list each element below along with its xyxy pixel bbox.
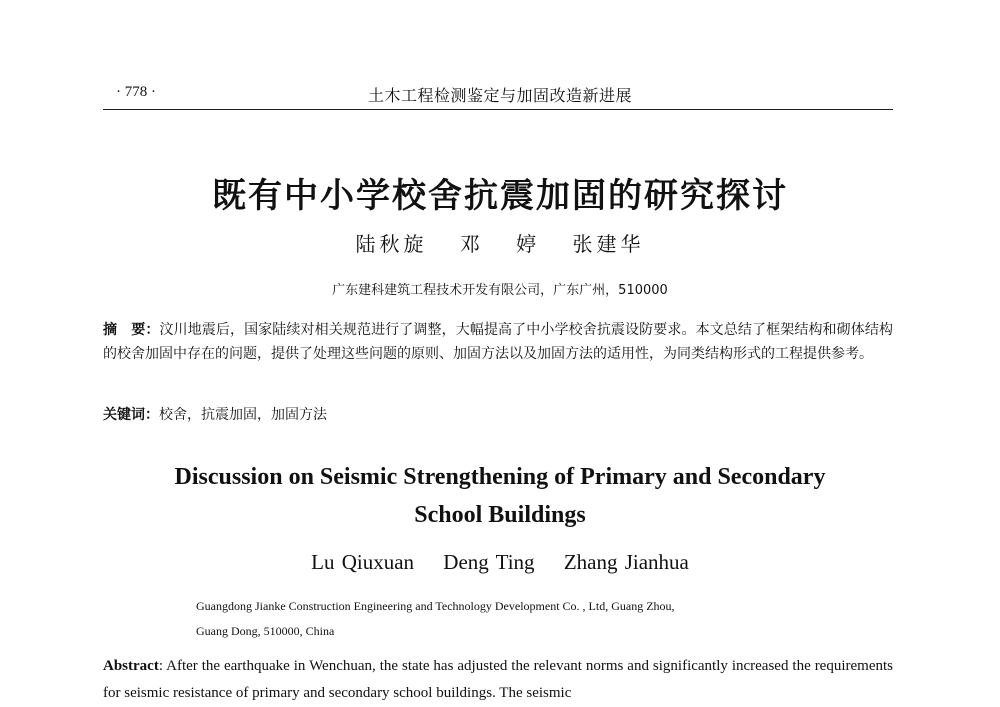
chinese-keywords-label: 关键词：: [103, 407, 159, 423]
english-abstract-text: : After the earthquake in Wenchuan, the state has adjusted the relevant norms and significantly increased the requirements for seismic resistance of primary and secondary school buildings. The seismic: [103, 658, 893, 701]
chinese-affiliation: 广东建科建筑工程技术开发有限公司，广东广州，510000: [332, 283, 668, 298]
chinese-abstract-text: 汶川地震后，国家陆续对相关规范进行了调整，大幅提高了中小学校舍抗震设防要求。本文总结了框架结构和砌体结构的校舍加固中存在的问题，提供了处理这些问题的原则、加固方法以及加固方法的适用性，为同类结构形式的工程提供参考。: [103, 322, 893, 362]
english-abstract: [103, 653, 893, 707]
english-title: [0, 458, 1000, 534]
running-title: 土木工程检测鉴定与加固改造新进展: [367, 86, 632, 105]
chinese-abstract: [103, 318, 893, 366]
english-title-line-1: Discussion on Seismic Strengthening of Primary and Secondary: [174, 464, 826, 490]
chinese-keywords-text: 校舍，抗震加固，加固方法: [159, 407, 327, 423]
chinese-keywords: [103, 404, 327, 424]
english-affiliation: [196, 594, 836, 644]
page-number: · 778 ·: [116, 84, 156, 100]
author-zh-1: 陆秋旋: [355, 232, 428, 256]
author-zh-3: 张建华: [572, 232, 645, 256]
english-affiliation-line-1: Guangdong Jianke Construction Engineering and Technology Development Co. , Ltd, Guang Zhou,: [196, 599, 675, 613]
author-en-2: Deng Ting: [443, 550, 535, 574]
author-en-3: Zhang Jianhua: [563, 550, 689, 574]
english-title-line-2: School Buildings: [414, 502, 586, 528]
english-affiliation-line-2: Guang Dong, 510000, China: [196, 624, 335, 638]
chinese-authors: [0, 228, 1000, 257]
chinese-title: 既有中小学校舍抗震加固的研究探讨: [212, 176, 788, 216]
author-zh-2: 邓 婷: [459, 232, 541, 256]
english-authors: [0, 550, 1000, 575]
english-abstract-label: Abstract: [103, 658, 159, 674]
header-divider: [103, 109, 893, 110]
author-en-1: Lu Qiuxuan: [311, 550, 415, 574]
chinese-abstract-label: 摘 要：: [103, 322, 160, 338]
